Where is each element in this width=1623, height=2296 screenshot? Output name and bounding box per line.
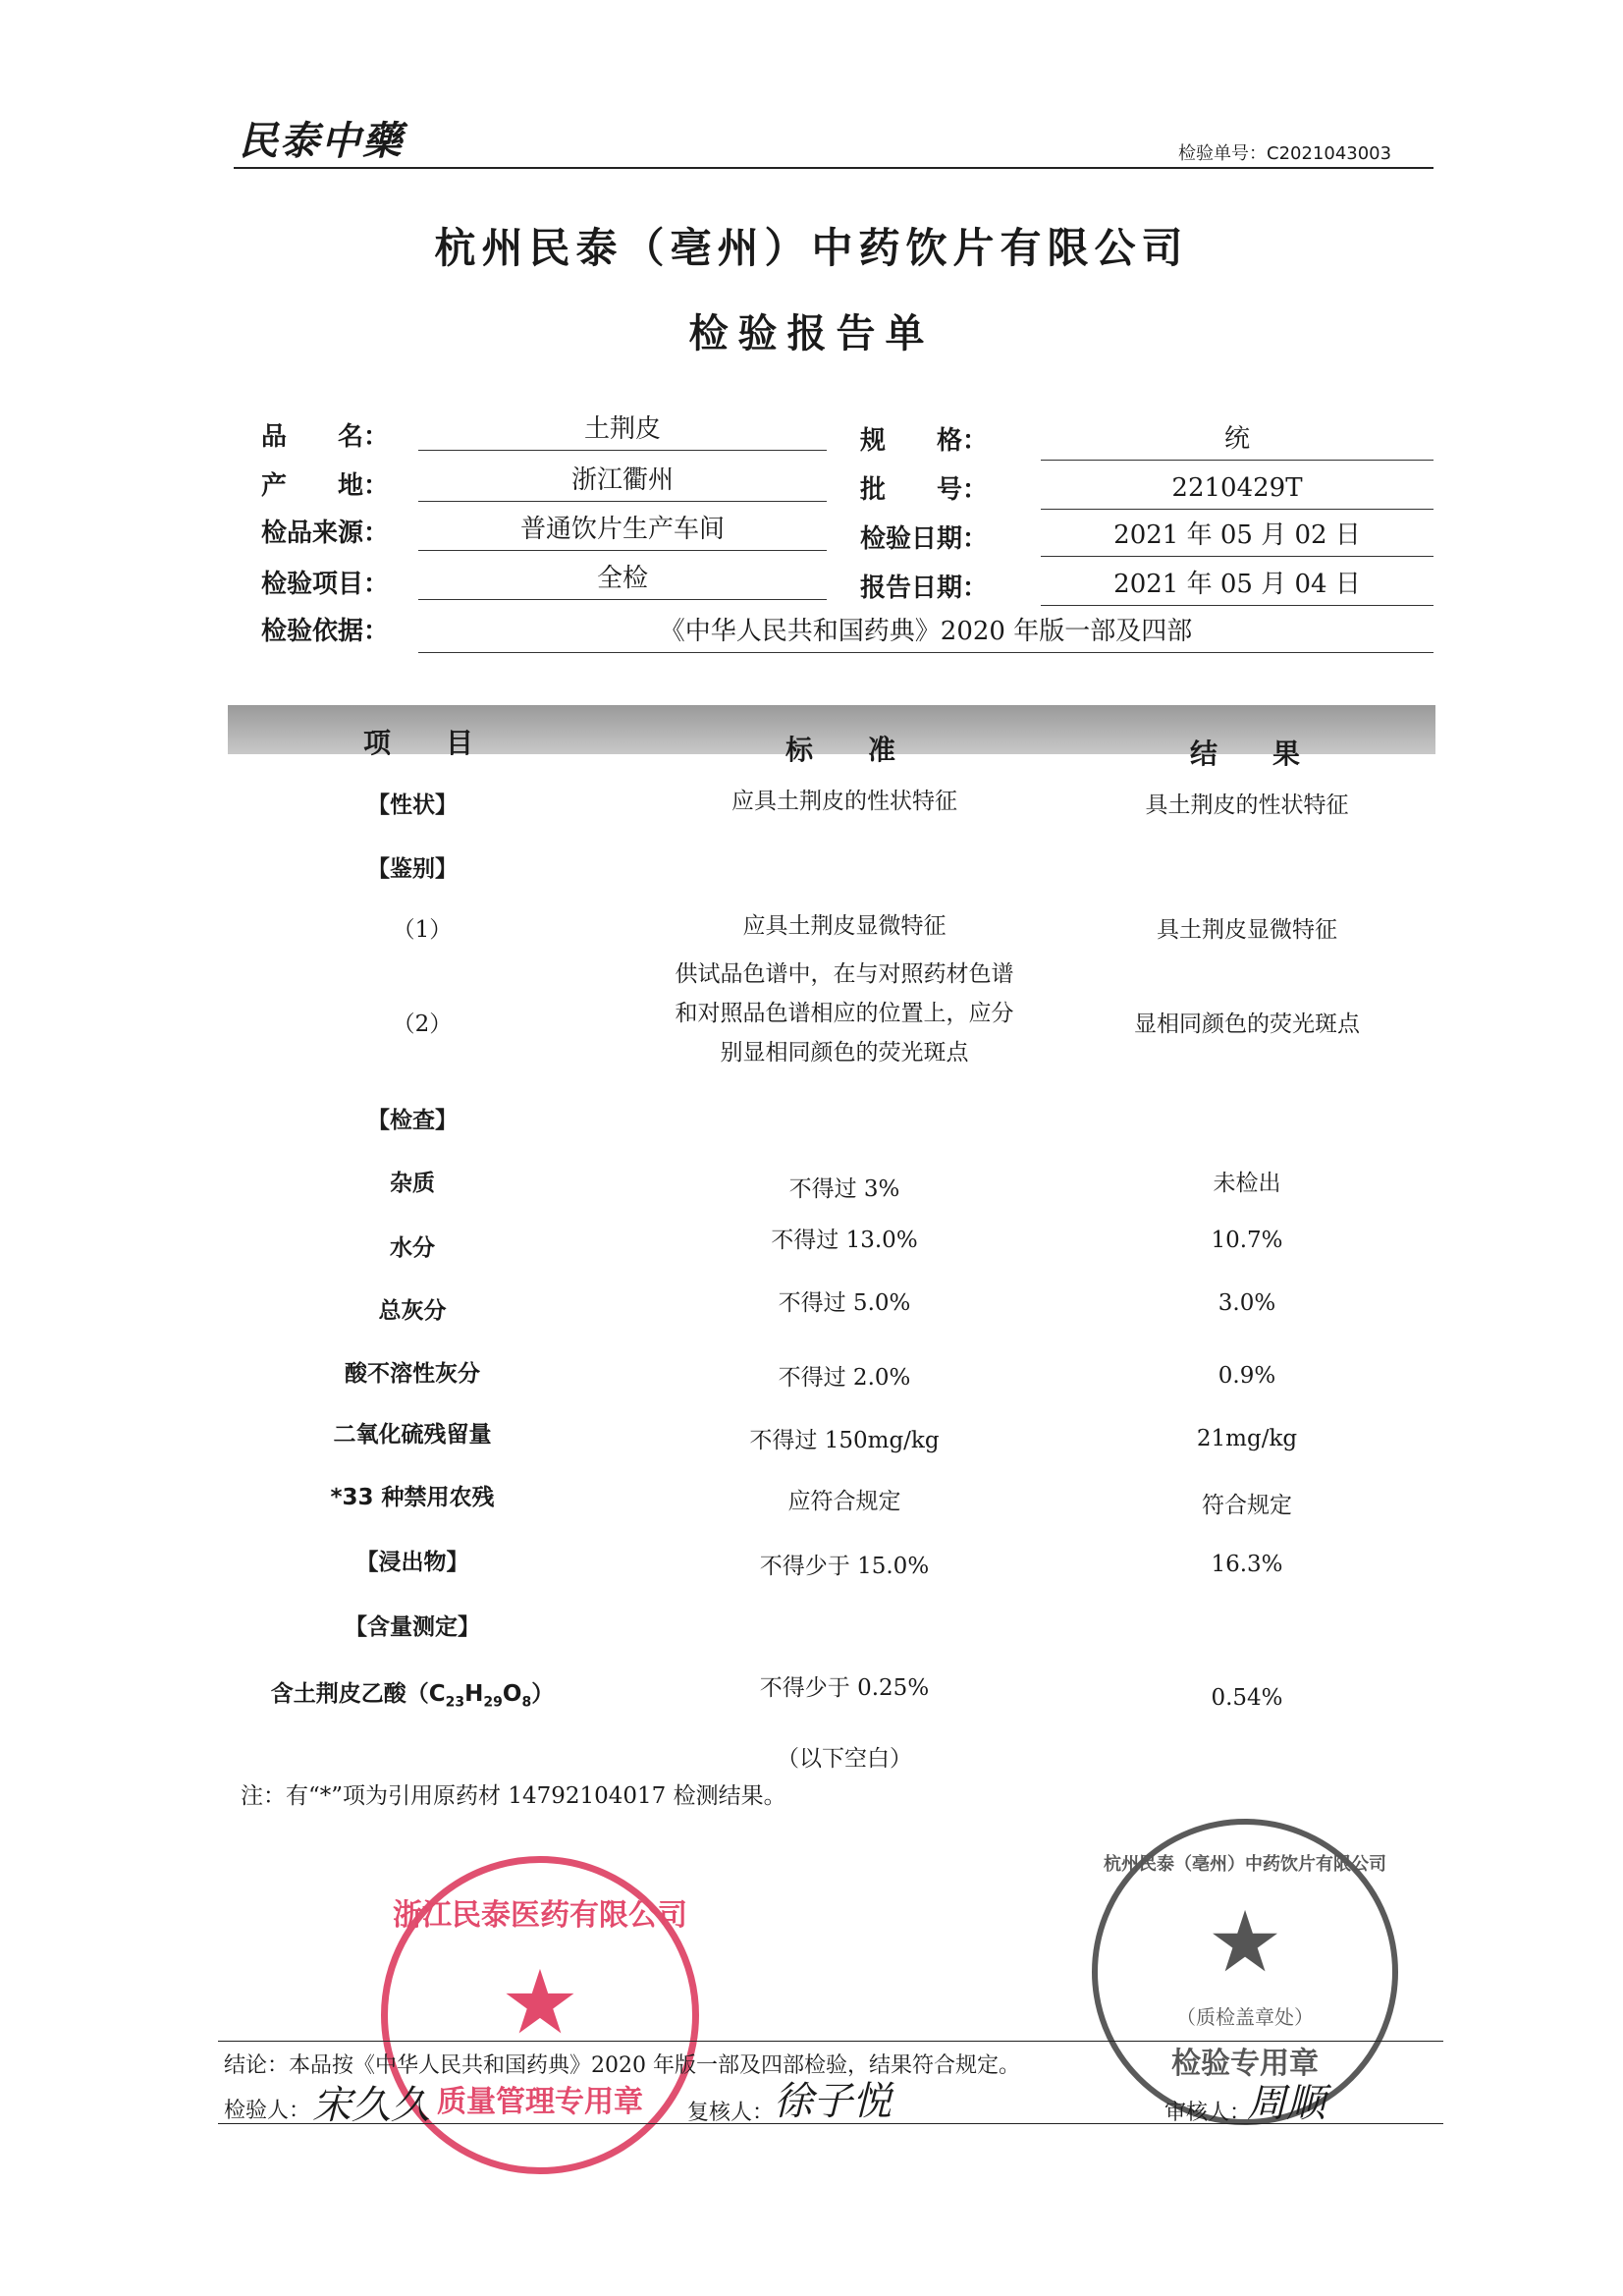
table-row-item: 二氧化硫残留量 [333, 1422, 492, 1448]
formula-sub: 29 [483, 1694, 503, 1711]
table-row-standard: 不得过 5.0% [778, 1290, 911, 1316]
standard-line: 供试品色谱中，在与对照药材色谱 [675, 961, 1014, 987]
batch-label: 批 号： [860, 475, 989, 505]
column-header-result: 结 果 [1190, 738, 1301, 770]
source-label: 检品来源： [261, 519, 390, 548]
company-logo: 民泰中藥 [239, 118, 404, 164]
seal-purpose-text: 检验专用章 [1171, 2047, 1319, 2081]
table-row-item: 水分 [390, 1235, 435, 1261]
standard-line: 别显相同颜色的荧光斑点 [720, 1040, 969, 1066]
test-date-label: 检验日期： [860, 524, 989, 554]
table-row-item: 总灰分 [378, 1298, 447, 1324]
test-date-value: 2021 年 05 月 02 日 [1041, 517, 1434, 557]
formula-suffix: ） [531, 1681, 555, 1707]
table-row-item: （2） [392, 1011, 453, 1037]
table-row-standard: 不得过 2.0% [778, 1365, 911, 1391]
table-row-result: 10.7% [1211, 1228, 1283, 1253]
table-row-standard: 应具土荆皮的性状特征 [731, 789, 957, 814]
blank-below-note: （以下空白） [777, 1746, 912, 1772]
table-row-item: 杂质 [390, 1171, 435, 1196]
batch-value: 2210429T [1041, 469, 1434, 510]
seal-stamp-area-text: （质检盖章处） [1176, 2005, 1314, 2029]
spec-value: 统 [1041, 420, 1434, 461]
footnote: 注：有“*”项为引用原药材 14792104017 检测结果。 [241, 1783, 786, 1809]
table-row-item: 酸不溶性灰分 [345, 1361, 480, 1387]
report-title: 检验报告单 [688, 311, 935, 356]
star-icon: ★ [500, 1951, 580, 2054]
approver-signature: 周顺 [1247, 2081, 1325, 2126]
table-row-item: 【检查】 [367, 1108, 458, 1133]
basis-value: 《中华人民共和国药典》2020 年版一部及四部 [418, 613, 1434, 653]
table-row-standard: 不得过 150mg/kg [749, 1428, 940, 1453]
name-label: 品 名： [261, 422, 390, 452]
report-date-value: 2021 年 05 月 04 日 [1041, 566, 1434, 606]
table-row-result: 0.9% [1217, 1363, 1276, 1389]
formula-prefix: 含土荆皮乙酸（C [270, 1681, 446, 1707]
inspector-signature: 宋久久 [312, 2083, 430, 2128]
item-value: 全检 [418, 560, 827, 600]
table-row-standard [619, 955, 1070, 1072]
table-row-result: 未检出 [1213, 1171, 1281, 1196]
inspector-label: 检验人： [224, 2099, 311, 2123]
origin-label: 产 地： [261, 471, 390, 501]
reviewer-label: 复核人： [687, 2101, 775, 2125]
approver-label: 审核人： [1164, 2101, 1252, 2125]
table-row-result: 0.54% [1211, 1685, 1283, 1711]
formula-sub: 8 [521, 1694, 532, 1711]
table-row-item: *33 种禁用农残 [330, 1485, 495, 1510]
table-row-standard: 应符合规定 [787, 1489, 901, 1514]
gray-inspection-seal [1092, 1819, 1398, 2125]
star-icon: ★ [1207, 1893, 1283, 1992]
table-row-result: 具土荆皮的性状特征 [1145, 793, 1349, 818]
seal-company-text: 浙江民泰医药有限公司 [393, 1898, 687, 1933]
name-value: 土荆皮 [418, 410, 827, 451]
formula-sub: 23 [445, 1694, 465, 1711]
source-value: 普通饮片生产车间 [418, 511, 827, 551]
table-row-result: 16.3% [1211, 1552, 1283, 1577]
column-header-item: 项 目 [363, 727, 474, 759]
table-row-standard: 不得少于 15.0% [759, 1554, 930, 1579]
item-label: 检验项目： [261, 570, 390, 599]
formula-element: O [502, 1681, 522, 1707]
spec-label: 规 格： [860, 426, 989, 456]
company-name: 杭州民泰（亳州）中药饮片有限公司 [434, 224, 1189, 272]
seal-purpose-text: 质量管理专用章 [437, 2085, 643, 2119]
column-header-standard: 标 准 [785, 734, 896, 766]
table-row-standard: 不得过 3% [788, 1176, 900, 1202]
table-row-item: （1） [392, 917, 453, 943]
table-row-standard: 不得少于 0.25% [759, 1675, 930, 1701]
table-row-item [245, 1675, 579, 1711]
table-row-standard: 不得过 13.0% [771, 1228, 918, 1253]
report-date-label: 报告日期： [860, 574, 989, 603]
seal-company-text: 杭州民泰（亳州）中药饮片有限公司 [1104, 1854, 1386, 1875]
table-row-standard: 应具土荆皮显微特征 [742, 913, 947, 939]
table-row-result: 显相同颜色的荧光斑点 [1134, 1011, 1360, 1037]
table-row-result: 符合规定 [1202, 1493, 1292, 1518]
table-row-item: 【含量测定】 [345, 1614, 480, 1640]
table-row-item: 【浸出物】 [355, 1550, 469, 1575]
formula-element: H [464, 1681, 484, 1707]
table-row-item: 【鉴别】 [367, 856, 458, 882]
table-row-result: 具土荆皮显微特征 [1157, 917, 1337, 943]
origin-value: 浙江衢州 [418, 462, 827, 502]
header-divider [234, 167, 1434, 169]
table-row-result: 21mg/kg [1196, 1426, 1298, 1451]
document-number: 检验单号：C2021043003 [1178, 143, 1392, 164]
table-row-result: 3.0% [1217, 1290, 1276, 1316]
table-row-item: 【性状】 [367, 793, 458, 818]
reviewer-signature: 徐子悦 [774, 2079, 892, 2124]
basis-label: 检验依据： [261, 617, 390, 646]
conclusion-text: 结论：本品按《中华人民共和国药典》2020 年版一部及四部检验，结果符合规定。 [224, 2053, 1020, 2078]
standard-line: 和对照品色谱相应的位置上，应分 [675, 1001, 1014, 1026]
conclusion-divider [218, 2041, 1443, 2042]
